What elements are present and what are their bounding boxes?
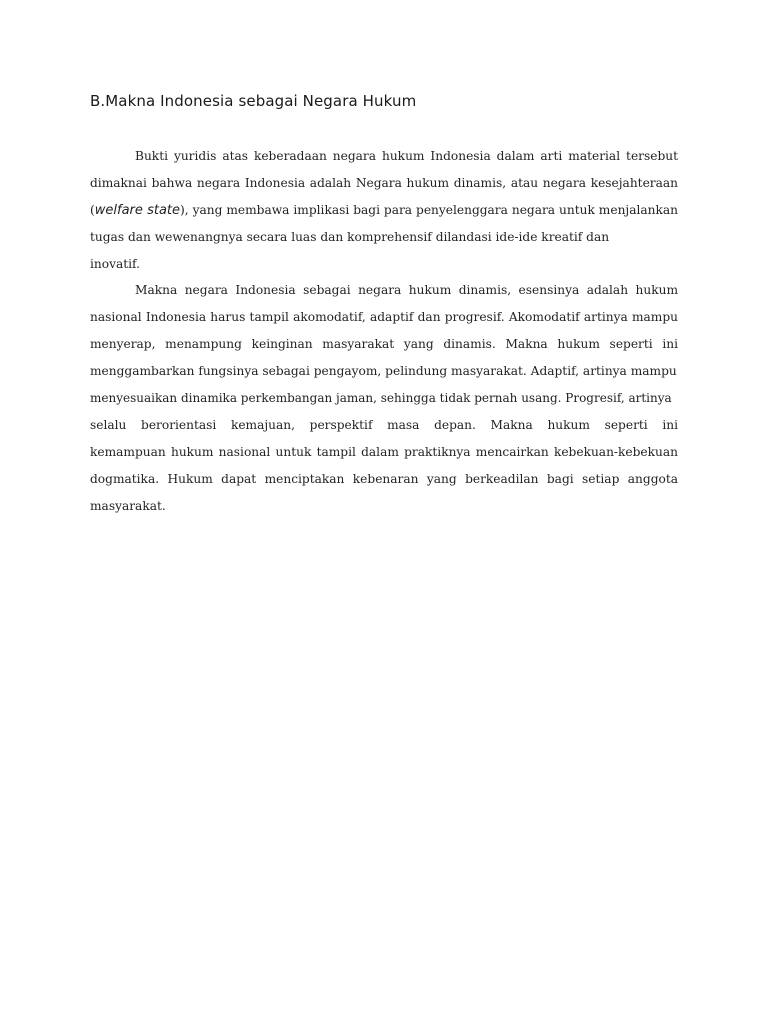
paragraph-2-line-9: masyarakat. bbox=[90, 499, 166, 513]
paragraph-1-line-2: dimaknai bahwa negara Indonesia adalah Negara hukum dinamis, atau negara kesejahteraan bbox=[90, 176, 678, 190]
paragraph-2-line-8: dogmatika. Hukum dapat menciptakan kebenaran yang berkeadilan bagi setiap anggota bbox=[90, 472, 678, 486]
paragraph-2-line-6: selalu berorientasi kemajuan, perspektif masa depan. Makna hukum seperti ini bbox=[90, 418, 678, 432]
paragraph-2-line-3: menyerap, menampung keinginan masyarakat yang dinamis. Makna hukum seperti ini bbox=[90, 337, 678, 351]
paragraph-1 bbox=[90, 143, 678, 278]
paragraph-2-line-2: nasional Indonesia harus tampil akomodatif, adaptif dan progresif. Akomodatif artinya mampu bbox=[90, 310, 678, 324]
paragraph-2-line-7: kemampuan hukum nasional untuk tampil dalam praktiknya mencairkan kebekuan-kebekuan bbox=[90, 445, 678, 459]
paragraph-1-line-4: tugas dan wewenangnya secara luas dan komprehensif dilandasi ide-ide kreatif dan bbox=[90, 230, 610, 244]
paragraph-2-line-5: menyesuaikan dinamika perkembangan jaman, sehingga tidak pernah usang. Progresif, artinya bbox=[90, 391, 672, 405]
section-heading: B.Makna Indonesia sebagai Negara Hukum bbox=[90, 92, 417, 110]
paragraph-1-line-5: inovatif. bbox=[90, 257, 140, 271]
paragraph-1-line-3-rest: ), yang membawa implikasi bagi para penyelenggara negara untuk menjalankan bbox=[180, 203, 678, 217]
paragraph-1-line-3 bbox=[90, 197, 678, 224]
paragraph-2 bbox=[90, 277, 678, 520]
welfare-state-term: welfare state bbox=[94, 203, 181, 218]
paragraph-2-line-1: Makna negara Indonesia sebagai negara hukum dinamis, esensinya adalah hukum bbox=[135, 283, 678, 297]
paren-open: ( bbox=[90, 203, 95, 217]
paragraph-2-line-4: menggambarkan fungsinya sebagai pengayom, pelindung masyarakat. Adaptif, artinya mampu bbox=[90, 364, 677, 378]
paragraph-1-line-1: Bukti yuridis atas keberadaan negara hukum Indonesia dalam arti material tersebut bbox=[135, 149, 678, 163]
